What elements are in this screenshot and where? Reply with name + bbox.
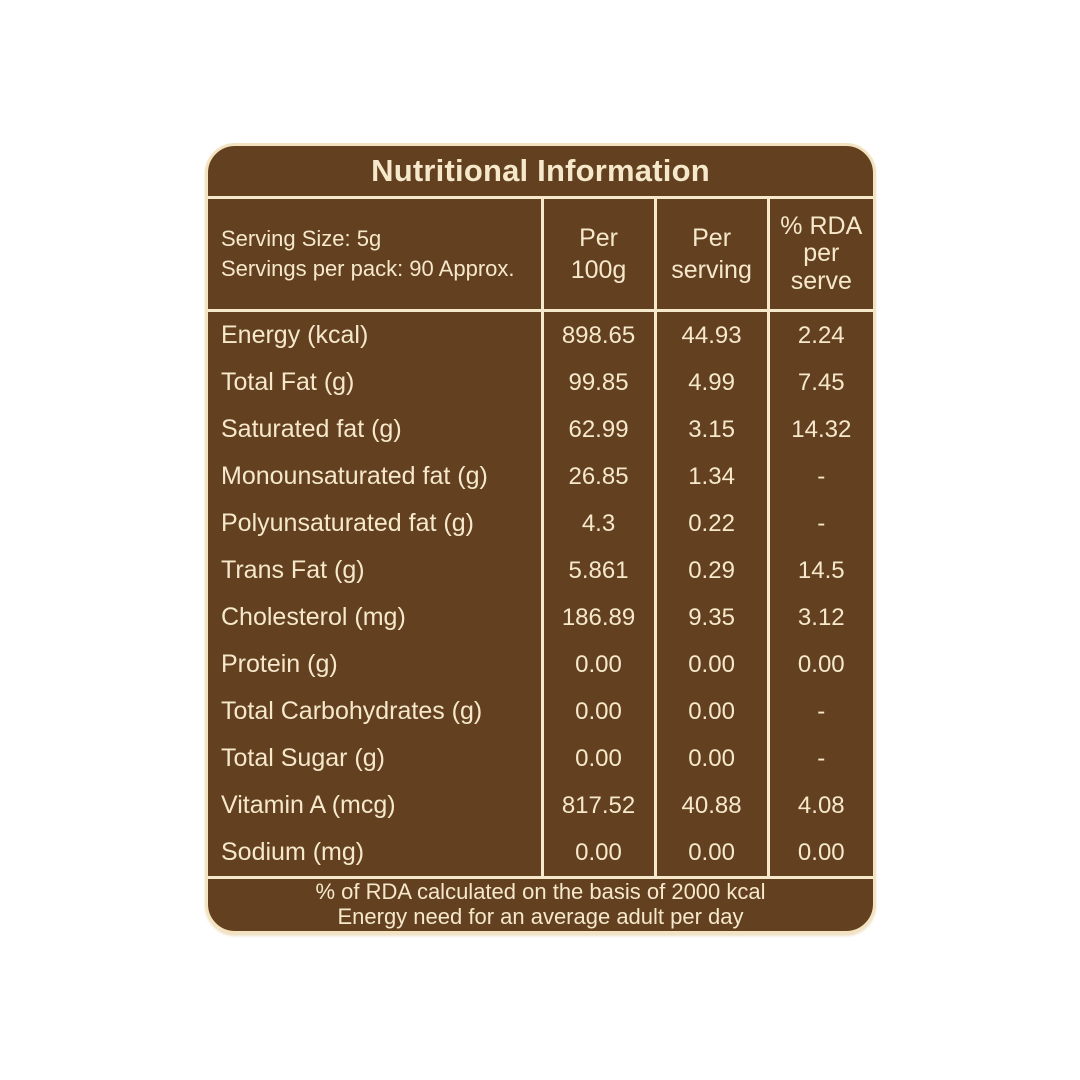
nutrient-name: Saturated fat (g): [221, 415, 402, 443]
header-serving-info: [208, 199, 541, 309]
value-per-serving: 4.99: [654, 359, 767, 406]
header-line: Per: [692, 223, 732, 252]
header-col-per-100g: [541, 199, 654, 309]
nutrient-name: Energy (kcal): [221, 321, 369, 349]
value-rda-per-serve: -: [767, 688, 873, 735]
value-per-100g: 0.00: [541, 735, 654, 782]
value-rda-per-serve: 0.00: [767, 641, 873, 688]
value-rda-per-serve: 14.5: [767, 547, 873, 594]
nutrition-label: [205, 143, 876, 934]
table-row: [208, 641, 873, 688]
header-line: 100g: [570, 256, 627, 284]
value-per-100g: 99.85: [541, 359, 654, 406]
nutrient-name: Total Carbohydrates (g): [221, 697, 483, 725]
nutrient-name: Sodium (mg): [221, 838, 365, 866]
value-rda-per-serve: 4.08: [767, 782, 873, 829]
value-per-serving: 9.35: [654, 594, 767, 641]
header-line: Per: [579, 223, 618, 252]
value-per-100g: 26.85: [541, 453, 654, 500]
value-per-100g: 5.861: [541, 547, 654, 594]
value-per-100g: 4.3: [541, 500, 654, 547]
value-rda-per-serve: -: [767, 735, 873, 782]
header-col-rda-per-serve: [767, 199, 873, 309]
value-per-100g: 898.65: [541, 312, 654, 359]
value-per-serving: 1.34: [654, 453, 767, 500]
value-per-100g: 0.00: [541, 829, 654, 876]
nutrient-name: Trans Fat (g): [221, 556, 365, 584]
value-rda-per-serve: 14.32: [767, 406, 873, 453]
value-per-serving: 0.00: [654, 641, 767, 688]
table-row: [208, 406, 873, 453]
table-row: [208, 500, 873, 547]
nutrient-name: Total Fat (g): [221, 368, 355, 396]
table-body: [208, 312, 873, 876]
footnote-line: Energy need for an average adult per day: [337, 903, 744, 929]
value-per-serving: 0.22: [654, 500, 767, 547]
table-row: [208, 312, 873, 359]
header-line: % RDA: [780, 211, 863, 240]
table-row: [208, 782, 873, 829]
footnote-line: % of RDA calculated on the basis of 2000 kcal: [315, 878, 766, 904]
header-line: serving: [671, 256, 752, 284]
value-rda-per-serve: -: [767, 500, 873, 547]
value-per-100g: 0.00: [541, 641, 654, 688]
value-rda-per-serve: 7.45: [767, 359, 873, 406]
value-per-100g: 817.52: [541, 782, 654, 829]
value-per-serving: 44.93: [654, 312, 767, 359]
nutrient-name: Protein (g): [221, 650, 338, 678]
table-row: [208, 829, 873, 876]
value-per-serving: 40.88: [654, 782, 767, 829]
value-rda-per-serve: 0.00: [767, 829, 873, 876]
value-per-100g: 62.99: [541, 406, 654, 453]
value-per-serving: 0.00: [654, 735, 767, 782]
nutrient-name: Vitamin A (mcg): [221, 791, 396, 819]
nutrient-name: Total Sugar (g): [221, 744, 385, 772]
value-rda-per-serve: -: [767, 453, 873, 500]
header-line: per: [803, 239, 840, 268]
serving-size-text: Serving Size: 5g: [221, 226, 382, 252]
value-rda-per-serve: 3.12: [767, 594, 873, 641]
nutrient-name: Cholesterol (mg): [221, 603, 406, 631]
rda-footnote: [208, 879, 873, 930]
table-row: [208, 453, 873, 500]
nutrition-title: Nutritional Information: [371, 153, 710, 188]
table-row: [208, 359, 873, 406]
value-per-serving: 3.15: [654, 406, 767, 453]
table-row: [208, 688, 873, 735]
value-per-100g: 186.89: [541, 594, 654, 641]
header-line: serve: [790, 266, 852, 295]
servings-per-pack-text: Servings per pack: 90 Approx.: [221, 256, 515, 281]
nutrient-name: Polyunsaturated fat (g): [221, 509, 474, 537]
value-per-100g: 0.00: [541, 688, 654, 735]
table-row: [208, 735, 873, 782]
value-per-serving: 0.00: [654, 688, 767, 735]
value-per-serving: 0.00: [654, 829, 767, 876]
table-row: [208, 594, 873, 641]
value-rda-per-serve: 2.24: [767, 312, 873, 359]
nutrient-name: Monounsaturated fat (g): [221, 462, 488, 490]
header-col-per-serving: [654, 199, 767, 309]
table-header: [208, 199, 873, 309]
table-row: [208, 547, 873, 594]
value-per-serving: 0.29: [654, 547, 767, 594]
